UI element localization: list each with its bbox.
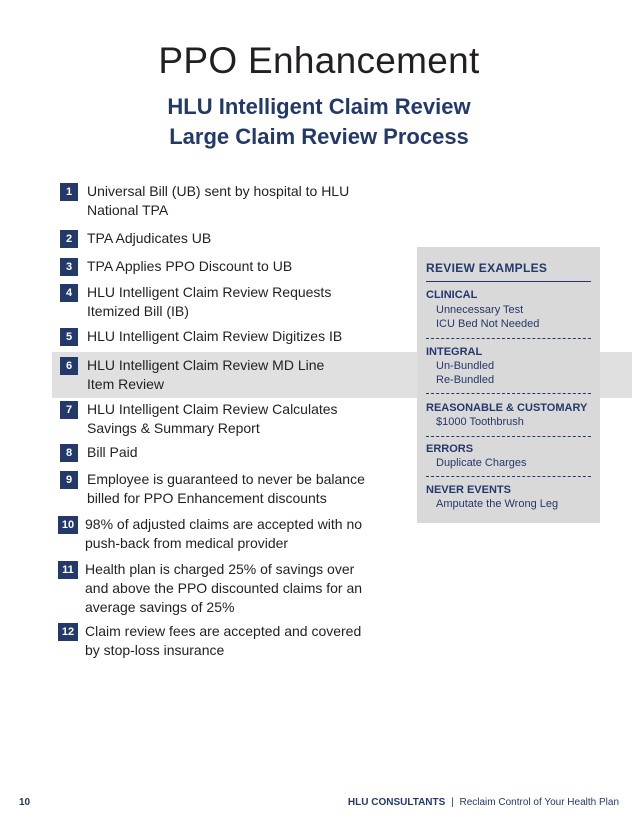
step-9 [60, 470, 365, 508]
step-10 [58, 515, 362, 553]
subtitle-line-2: Large Claim Review Process [169, 124, 469, 149]
step-number: 10 [58, 516, 78, 534]
divider [426, 476, 591, 477]
category-never-events: NEVER EVENTS [426, 484, 511, 496]
category-integral: INTEGRAL [426, 346, 483, 358]
page-title: PPO Enhancement [158, 40, 480, 81]
step-number: 5 [60, 328, 78, 346]
step-text: Universal Bill (UB) sent by hospital to HLU National TPA [87, 183, 350, 218]
divider [426, 393, 591, 394]
step-12 [58, 622, 361, 660]
step-text: HLU Intelligent Claim Review MD Line Item Review [87, 357, 325, 392]
step-3 [60, 257, 292, 276]
step-6 [60, 356, 324, 394]
step-2 [60, 229, 211, 248]
example-item: ICU Bed Not Needed [436, 318, 540, 330]
divider [426, 281, 591, 282]
example-item: Amputate the Wrong Leg [436, 498, 559, 510]
step-number: 4 [60, 284, 78, 302]
example-item: Un-Bundled [436, 360, 495, 372]
step-number: 2 [60, 230, 78, 248]
step-4 [60, 283, 331, 321]
step-text: Employee is guaranteed to never be balance billed for PPO Enhancement discounts [87, 471, 365, 506]
step-number: 1 [60, 183, 78, 201]
category-errors: ERRORS [426, 443, 474, 455]
footer-tagline [348, 797, 619, 808]
step-number: 9 [60, 471, 78, 489]
step-5 [60, 327, 342, 346]
step-text: TPA Adjudicates UB [87, 230, 212, 246]
example-item: $1000 Toothbrush [436, 416, 524, 428]
step-number: 7 [60, 401, 78, 419]
subtitle-line-1: HLU Intelligent Claim Review [167, 94, 471, 119]
step-text: TPA Applies PPO Discount to UB [87, 258, 293, 274]
example-item: Re-Bundled [436, 374, 495, 386]
step-7 [60, 400, 338, 438]
step-11 [58, 560, 362, 617]
step-text: 98% of adjusted claims are accepted with no push-back from medical provider [85, 516, 363, 551]
category-reasonable-customary: REASONABLE & CUSTOMARY [426, 402, 588, 414]
footer-brand: HLU CONSULTANTS [347, 797, 446, 808]
step-text: HLU Intelligent Claim Review Digitizes IB [87, 328, 343, 344]
review-examples-panel [417, 247, 600, 523]
step-8 [60, 443, 138, 462]
step-text: Claim review fees are accepted and covered by stop-loss insurance [85, 623, 362, 658]
review-examples-heading: REVIEW EXAMPLES [426, 261, 548, 275]
step-text: Health plan is charged 25% of savings over and above the PPO discounted claims for an average savings of 25% [85, 561, 363, 615]
example-item: Unnecessary Test [436, 304, 524, 316]
step-number: 12 [58, 623, 78, 641]
step-number: 6 [60, 357, 78, 375]
step-1 [60, 182, 349, 220]
divider [426, 338, 591, 339]
divider [426, 436, 591, 437]
step-text: HLU Intelligent Claim Review Calculates Savings & Summary Report [87, 401, 338, 436]
page-number: 10 [19, 797, 31, 808]
step-number: 3 [60, 258, 78, 276]
category-clinical: CLINICAL [426, 289, 478, 301]
step-text: Bill Paid [87, 444, 138, 460]
step-number: 8 [60, 444, 78, 462]
example-item: Duplicate Charges [436, 457, 527, 469]
footer-tagline-text: Reclaim Control of Your Health Plan [459, 797, 619, 808]
footer-separator: | [451, 797, 454, 808]
step-text: HLU Intelligent Claim Review Requests Itemized Bill (IB) [87, 284, 332, 319]
step-number: 11 [58, 561, 78, 579]
